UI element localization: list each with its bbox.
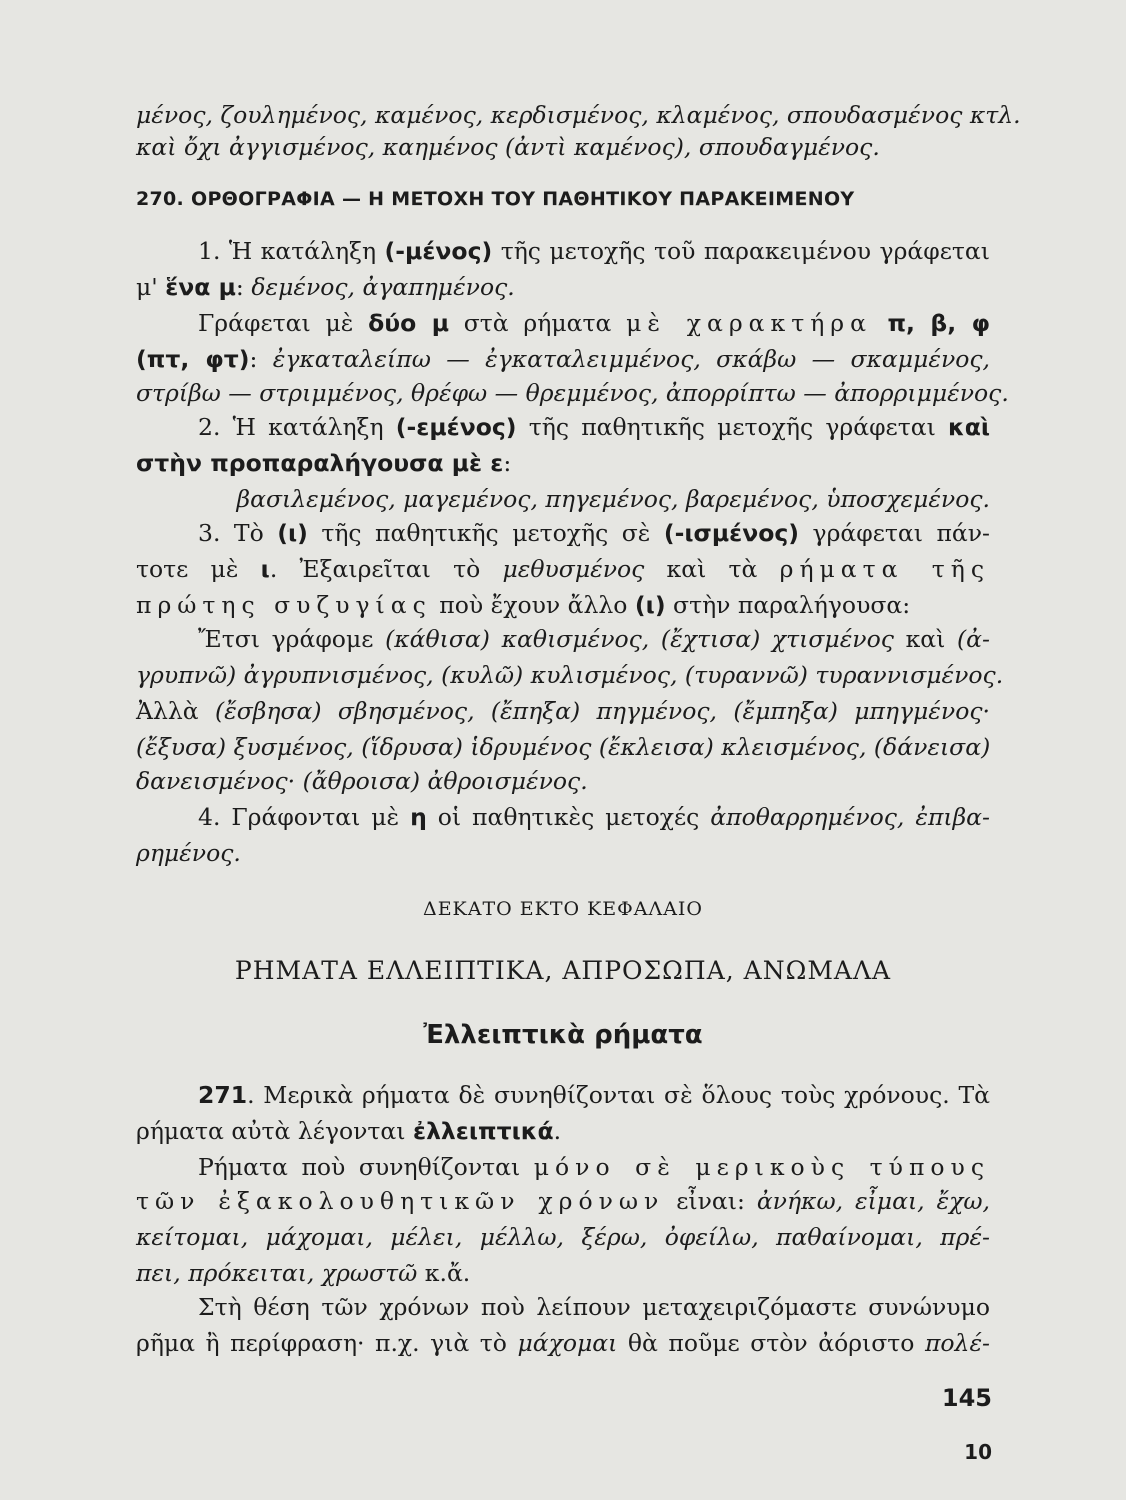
section-number: 271 <box>198 1081 248 1109</box>
text-line <box>136 98 1021 132</box>
text: . Ἐξαιρεῖται τὸ <box>269 555 503 583</box>
text: θὰ ποῦμε στὸν ἀόριστο <box>617 1329 925 1357</box>
text-line <box>136 1078 990 1112</box>
text-line <box>136 730 990 764</box>
text: 3. Τὸ <box>198 519 278 547</box>
text-line <box>136 1220 990 1254</box>
text: ρῆμα ἢ περίφραση· π.χ. γιὰ τὸ <box>136 1329 518 1357</box>
text: Στὴ θέση τῶν χρόνων ποὺ λείπουν μεταχειριζόμαστε συνώνυμο <box>198 1293 990 1321</box>
text: στὰ ρήματα <box>449 309 627 337</box>
text: καὶ <box>893 625 958 653</box>
text: Γράφεται μὲ <box>198 309 369 337</box>
example: (ἀ- <box>957 625 990 653</box>
example: πει, πρόκειται, χρωστῶ <box>136 1259 418 1287</box>
text: : <box>503 449 512 477</box>
text: κ.ἄ. <box>417 1259 471 1287</box>
text: τοτε μὲ <box>136 555 261 583</box>
bold-term: π, β, φ <box>871 309 991 337</box>
text-line <box>136 1326 990 1360</box>
text-line <box>136 588 990 622</box>
text: . <box>553 1117 562 1145</box>
text: τῆς μετοχῆς τοῦ παρακειμένου γράφεται <box>492 237 990 265</box>
spaced-text: μόνο σὲ μερικοὺς τύπους <box>533 1153 990 1181</box>
text-line <box>136 270 990 304</box>
text: οἱ παθητικὲς μετοχές <box>426 803 711 831</box>
chapter-title: ΡΗΜΑΤΑ ΕΛΛΕΙΠΤΙΚΑ, ΑΠΡΟΣΩΠΑ, ΑΝΩΜΑΛΑ <box>234 956 892 985</box>
spaced-text: μὲ χαρακτήρα <box>626 309 872 337</box>
example: (ἔξυσα) ξυσμένος, (ἵδρυσα) ἱδρυμένος (ἔκλεισα) κλεισμένος, (δάνεισα) <box>136 733 991 761</box>
text: μένος, ζουλημένος, καμένος, κερδισμένος, κλαμένος, σπουδασμένος κτλ. <box>136 101 1021 129</box>
bold-term: ἕνα μ <box>165 273 236 301</box>
example: (κάθισα) καθισμένος, (ἔχτισα) χτισμένος <box>385 625 894 653</box>
text-line <box>136 836 990 870</box>
text-line <box>136 446 990 480</box>
text: Ἔτσι γράφομε <box>198 625 386 653</box>
text: 2. Ἡ κατάληξη <box>198 413 396 441</box>
example: μεθυσμένος <box>502 555 645 583</box>
text: εἶναι: <box>664 1187 757 1215</box>
example: ἀποθαρρημένος, ἐπιβα- <box>710 803 990 831</box>
bold-term: (πτ, φτ) <box>136 345 250 373</box>
text-line <box>136 130 990 164</box>
text-line <box>136 694 990 728</box>
bold-term: καὶ <box>948 413 990 441</box>
example: κείτομαι, μάχομαι, μέλει, μέλλω, ξέρω, ὀφείλω, παθαίνομαι, πρέ- <box>136 1223 990 1251</box>
text: γράφεται πάν- <box>799 519 990 547</box>
text-line <box>136 1114 990 1148</box>
text-line <box>136 306 990 340</box>
text-line <box>136 342 990 376</box>
text-line <box>136 1256 990 1290</box>
text: καὶ τὰ <box>644 555 780 583</box>
bold-term: ι <box>260 555 270 583</box>
example: πολέ- <box>924 1329 990 1357</box>
text: μ' <box>136 273 166 301</box>
text: Ρήματα ποὺ συνηθίζονται <box>198 1153 534 1181</box>
text-line <box>136 376 1009 410</box>
text-line <box>136 516 990 550</box>
text: τῆς παθητικῆς μετοχῆς σὲ <box>307 519 664 547</box>
text-line <box>136 1150 990 1184</box>
example: ἀνήκω, εἶμαι, ἔχω, <box>756 1187 991 1215</box>
text: στὴν παραλήγουσα: <box>665 591 911 619</box>
text-line <box>136 764 990 798</box>
text: ρήματα αὐτὰ λέγονται <box>136 1117 413 1145</box>
example: ρημένος. <box>136 839 241 867</box>
text-line <box>136 234 990 268</box>
text: . Μερικὰ ρήματα δὲ συνηθίζονται σὲ ὅλους τοὺς χρόνους. Τὰ <box>247 1081 990 1109</box>
bold-term: στὴν προπαραλήγουσα μὲ ε <box>136 449 504 477</box>
spaced-text: πρώτης συζυγίας <box>136 591 432 619</box>
bold-term: η <box>410 803 427 831</box>
text-line <box>136 800 990 834</box>
text: Ἀλλὰ <box>136 697 215 725</box>
text-line <box>136 658 1004 692</box>
spaced-text: ρήματα τῆς <box>779 555 990 583</box>
page-number: 145 <box>941 1384 992 1412</box>
bold-term: (-μένος) <box>384 237 493 265</box>
text-line <box>136 1290 990 1324</box>
text-line <box>136 552 990 586</box>
text: 4. Γράφονται μὲ <box>198 803 411 831</box>
bold-term: (-ισμένος) <box>663 519 800 547</box>
text-line <box>198 482 990 516</box>
signature-mark: 10 <box>964 1440 992 1464</box>
example: (ἔσβησα) σβησμένος, (ἔπηξα) πηγμένος, (ἔμπηξα) μπηγμένος· <box>214 697 990 725</box>
text: : <box>249 345 273 373</box>
text-line <box>136 622 990 656</box>
bold-term: (ι) <box>277 519 308 547</box>
text-line <box>136 410 990 444</box>
text-line <box>136 1184 990 1218</box>
text: 1. Ἡ κατάληξη <box>198 237 385 265</box>
example: δεμένος, ἀγαπημένος. <box>251 273 515 301</box>
bold-term: (-εμένος) <box>395 413 517 441</box>
bold-term: δύο μ <box>368 309 450 337</box>
example: στρίβω — στριμμένος, θρέφω — θρεμμένος, ἀπορρίπτω — ἀπορριμμένος. <box>136 379 1009 407</box>
bold-term: (ι) <box>634 591 666 619</box>
example: βασιλεμένος, μαγεμένος, πηγεμένος, βαρεμένος, ὑποσχεμένος. <box>236 485 990 513</box>
text: τῆς παθητικῆς μετοχῆς γράφεται <box>516 413 948 441</box>
chapter-number: ΔΕΚΑΤΟ ΕΚΤΟ ΚΕΦΑΛΑΙΟ <box>422 898 704 920</box>
example: δανεισμένος· (ἄθροισα) ἀθροισμένος. <box>136 767 588 795</box>
subheading: Ἐλλειπτικὰ ρήματα <box>423 1020 703 1050</box>
text: ποὺ ἔχουν ἄλλο <box>431 591 635 619</box>
example: γρυπνῶ) ἀγρυπνισμένος, (κυλῶ) κυλισμένος, (τυραννῶ) τυραννισμένος. <box>136 661 1004 689</box>
spaced-text: τῶν ἐξακολουθητικῶν χρόνων <box>136 1187 665 1215</box>
text: καὶ ὄχι ἀγγισμένος, καημένος (ἀντὶ καμένος), σπουδαγμένος. <box>136 133 880 161</box>
example: μάχομαι <box>517 1329 618 1357</box>
example: ἐγκαταλείπω — ἐγκαταλειμμένος, σκάβω — σκαμμένος, <box>272 345 991 373</box>
section-heading: 270. ΟΡΘΟΓΡΑΦΙΑ — Η ΜΕΤΟΧΗ ΤΟΥ ΠΑΘΗΤΙΚΟΥ ΠΑΡΑΚΕΙΜΕΝΟΥ <box>136 188 855 210</box>
bold-term: ἐλλειπτικά <box>412 1117 554 1145</box>
text: : <box>235 273 252 301</box>
